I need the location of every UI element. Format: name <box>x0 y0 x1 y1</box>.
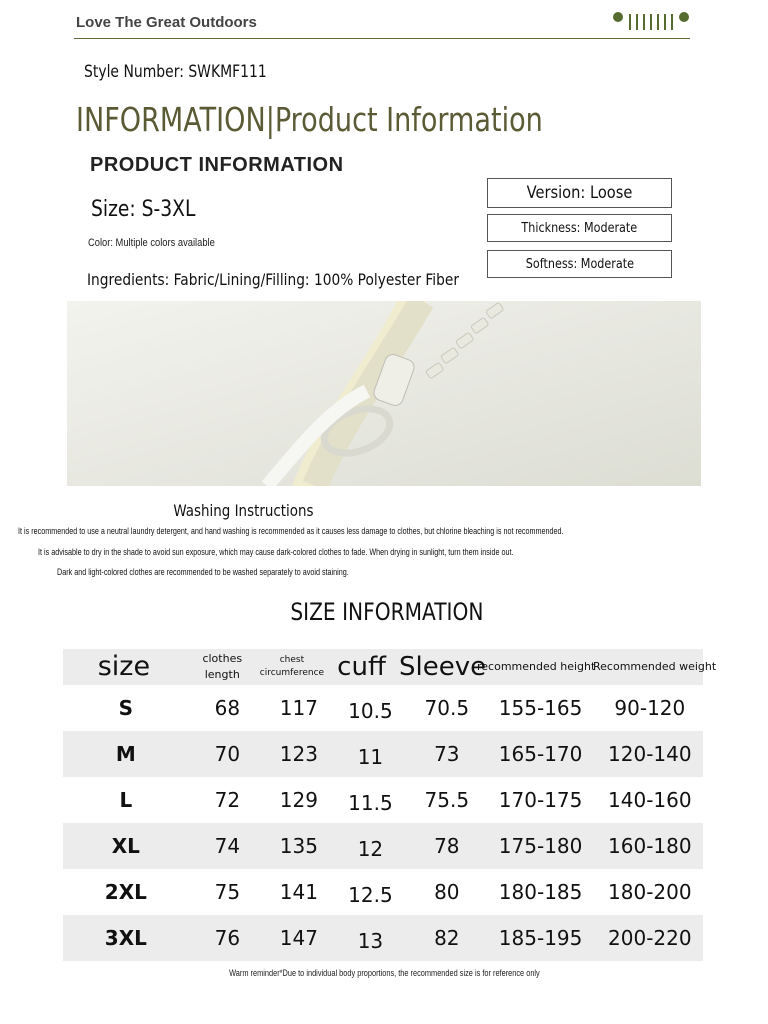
cell-sleeve: 75.5 <box>424 788 470 812</box>
cell-height: 180-185 <box>498 880 583 904</box>
size-table <box>63 649 717 961</box>
cell-length: 70 <box>214 742 241 766</box>
table-row <box>63 869 703 915</box>
cell-chest: 141 <box>279 880 318 904</box>
cell-size: L <box>119 788 133 812</box>
version-badge <box>487 178 672 208</box>
table-header-row <box>63 649 717 685</box>
zipper-illustration <box>67 301 701 486</box>
cell-length: 76 <box>214 926 241 950</box>
cell-sleeve: 82 <box>434 926 460 950</box>
header-chest: chest circumference <box>259 655 325 678</box>
washing-line-2: It is advisable to dry in the shade to avoid sun exposure, which may cause dark-colored clothes to fade. When drying in sunlight, turn them inside out. <box>38 547 514 557</box>
cell-cuff: 11 <box>357 745 384 769</box>
cell-height: 175-180 <box>498 834 583 858</box>
washing-line-1: It is recommended to use a neutral laundry detergent, and hand washing is recommended as it causes less damage to clothes, but chlorine bleaching is not recommended. <box>18 526 564 536</box>
washing-title <box>0 501 486 520</box>
color-info: Color: Multiple colors available <box>88 237 215 249</box>
brand-name: Love The Great Outdoors <box>76 14 257 31</box>
cell-size: M <box>115 742 136 766</box>
size-reminder-text: Warm reminder*Due to individual body proportions, the recommended size is for reference only <box>228 968 540 978</box>
cell-sleeve: 73 <box>434 742 460 766</box>
cell-chest: 117 <box>279 696 318 720</box>
cell-chest: 129 <box>279 788 318 812</box>
washing-title-text: Washing Instructions <box>172 501 314 520</box>
cell-weight: 120-140 <box>608 742 692 766</box>
header-divider <box>74 38 690 39</box>
cell-size: 2XL <box>104 880 147 904</box>
header-sleeve: Sleeve <box>399 652 487 682</box>
washing-line-3: Dark and light-colored clothes are recommended to be washed separately to avoid staining. <box>57 567 349 577</box>
version-label: Version: Loose <box>526 183 633 203</box>
cell-cuff: 10.5 <box>348 699 393 723</box>
softness-label: Softness: Moderate <box>525 256 634 272</box>
cell-chest: 135 <box>279 834 318 858</box>
cell-sleeve: 80 <box>434 880 460 904</box>
cell-weight: 200-220 <box>608 926 692 950</box>
cell-length: 68 <box>214 696 241 720</box>
size-range: Size: S-3XL <box>91 197 196 222</box>
table-row <box>63 777 703 823</box>
cell-cuff: 11.5 <box>348 791 393 815</box>
cell-weight: 140-160 <box>608 788 692 812</box>
cell-chest: 123 <box>279 742 318 766</box>
table-row <box>63 915 703 961</box>
cell-sleeve: 78 <box>434 834 460 858</box>
cell-height: 170-175 <box>498 788 583 812</box>
cell-weight: 160-180 <box>608 834 692 858</box>
cell-cuff: 13 <box>357 929 384 953</box>
thickness-badge <box>487 214 672 242</box>
table-row <box>63 823 703 869</box>
cell-size: XL <box>111 834 140 858</box>
cell-weight: 180-200 <box>608 880 692 904</box>
header-weight: Recommended weight <box>593 660 717 673</box>
cell-size: 3XL <box>104 926 147 950</box>
cell-cuff: 12 <box>357 837 384 861</box>
cell-length: 75 <box>214 880 241 904</box>
cell-weight: 90-120 <box>614 696 686 720</box>
size-reminder <box>0 968 768 978</box>
cell-height: 165-170 <box>498 742 583 766</box>
cell-cuff: 12.5 <box>348 883 393 907</box>
cell-size: S <box>118 696 134 720</box>
softness-badge <box>487 250 672 278</box>
cell-length: 74 <box>214 834 241 858</box>
cell-height: 155-165 <box>498 696 583 720</box>
cell-sleeve: 70.5 <box>424 696 470 720</box>
product-info-label: PRODUCT INFORMATION <box>90 154 344 176</box>
table-row <box>63 685 703 731</box>
brand-logo-icon <box>612 10 692 32</box>
cell-length: 72 <box>214 788 241 812</box>
size-info-title <box>0 598 768 626</box>
ingredients-info: Ingredients: Fabric/Lining/Filling: 100% Polyester Fiber <box>87 270 459 289</box>
cell-height: 185-195 <box>498 926 583 950</box>
table-row <box>63 731 703 777</box>
thickness-label: Thickness: Moderate <box>521 220 638 236</box>
cell-chest: 147 <box>279 926 318 950</box>
header-cuff: cuff <box>337 652 386 682</box>
header-size: size <box>97 651 151 682</box>
header-height: recommended height <box>477 660 596 673</box>
header-clothes-length: clothes length <box>202 652 243 681</box>
size-info-title-text: SIZE INFORMATION <box>290 598 484 626</box>
zipper-photo <box>67 301 701 486</box>
style-number: Style Number: SWKMF111 <box>84 62 267 82</box>
section-heading: INFORMATION|Product Information <box>76 100 543 139</box>
